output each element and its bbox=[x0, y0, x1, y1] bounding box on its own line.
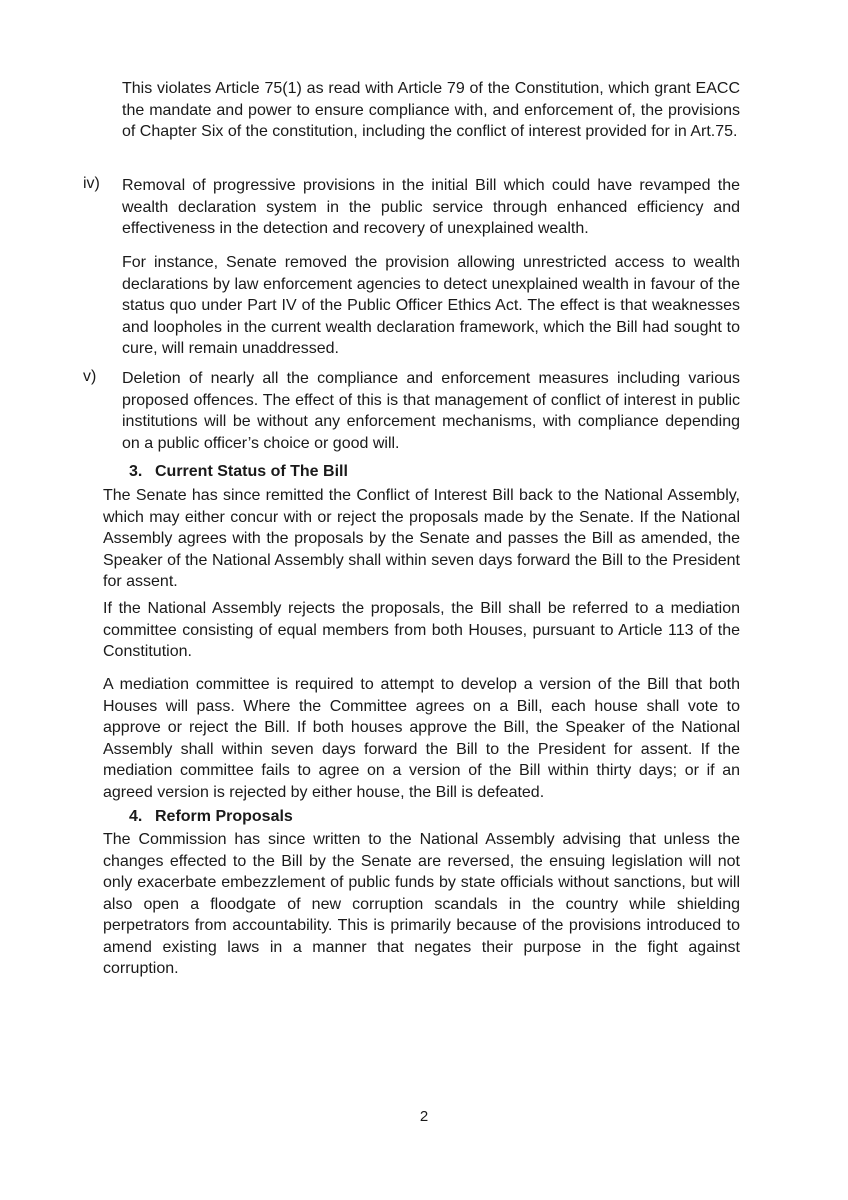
section3-paragraph-2: If the National Assembly rejects the proposals, the Bill shall be referred to a mediation committee consisting of equal members from both Houses, pursuant to Article 113 of the Constitution. bbox=[103, 600, 740, 660]
section-heading-4 bbox=[129, 808, 293, 826]
page-number: 2 bbox=[419, 1108, 429, 1125]
section3-paragraph-3: A mediation committee is required to attempt to develop a version of the Bill that both Houses will pass. Where the Committee agrees on a Bill, each house shall vote to approve or reject the Bill. If both houses approve the Bill, the Speaker of the National Assembly shall within seven days forward the Bill to the President for assent. If the mediation committee fails to agree on a version of the Bill within thirty days; or if an agreed version is rejected by either house, the Bill is defeated. bbox=[103, 676, 740, 801]
section3-paragraph-1: The Senate has since remitted the Conflict of Interest Bill back to the National Assembly, which may either concur with or reject the proposals made by the Senate. If the National Assembly agrees with the proposals by the Senate and passes the Bill as amended, the Speaker of the National Assembly shall within seven days forward the Bill to the President for assent. bbox=[103, 487, 740, 590]
list-marker: v) bbox=[83, 368, 97, 385]
intro-paragraph: This violates Article 75(1) as read with Article 79 of the Constitution, which grant EACC the mandate and power to ensure compliance with, and enforcement of, the provisions of Chapter Six of the constitution, including the conflict of interest provided for in Art.75. bbox=[122, 80, 740, 140]
section-title: Reform Proposals bbox=[155, 808, 293, 825]
section4-paragraph-1: The Commission has since written to the National Assembly advising that unless the changes effected to the Bill by the Senate are reversed, the ensuing legislation will not only exacerbate embezzlement of public funds by state officials without sanctions, but will also open a floodgate of new corruption scandals in the country while shielding perpetrators from accountability. This is primarily because of the provisions introduced to amend existing laws in a manner that negates their purpose in the fight against corruption. bbox=[103, 831, 740, 977]
list-item-text: Removal of progressive provisions in the initial Bill which could have revamped the wealth declaration system in the public service through enhanced efficiency and effectiveness in the detection and recovery of unexplained wealth. bbox=[122, 177, 740, 237]
section-number: 3. bbox=[129, 463, 143, 480]
section-title: Current Status of The Bill bbox=[155, 463, 348, 480]
section-number: 4. bbox=[129, 808, 143, 825]
list-marker: iv) bbox=[83, 175, 100, 192]
list-item-followup: For instance, Senate removed the provision allowing unrestricted access to wealth declarations by law enforcement agencies to detect unexplained wealth in favour of the status quo under Part IV of the Public Officer Ethics Act. The effect is that weaknesses and loopholes in the current wealth declaration framework, which the Bill had sought to cure, will remain unaddressed. bbox=[122, 254, 740, 357]
section-heading-3 bbox=[129, 463, 348, 481]
list-item-text: Deletion of nearly all the compliance and enforcement measures including various proposed offences. The effect of this is that management of conflict of interest in public institutions will be without any enforcement mechanisms, with compliance depending on a public officer’s choice or good will. bbox=[122, 370, 740, 452]
